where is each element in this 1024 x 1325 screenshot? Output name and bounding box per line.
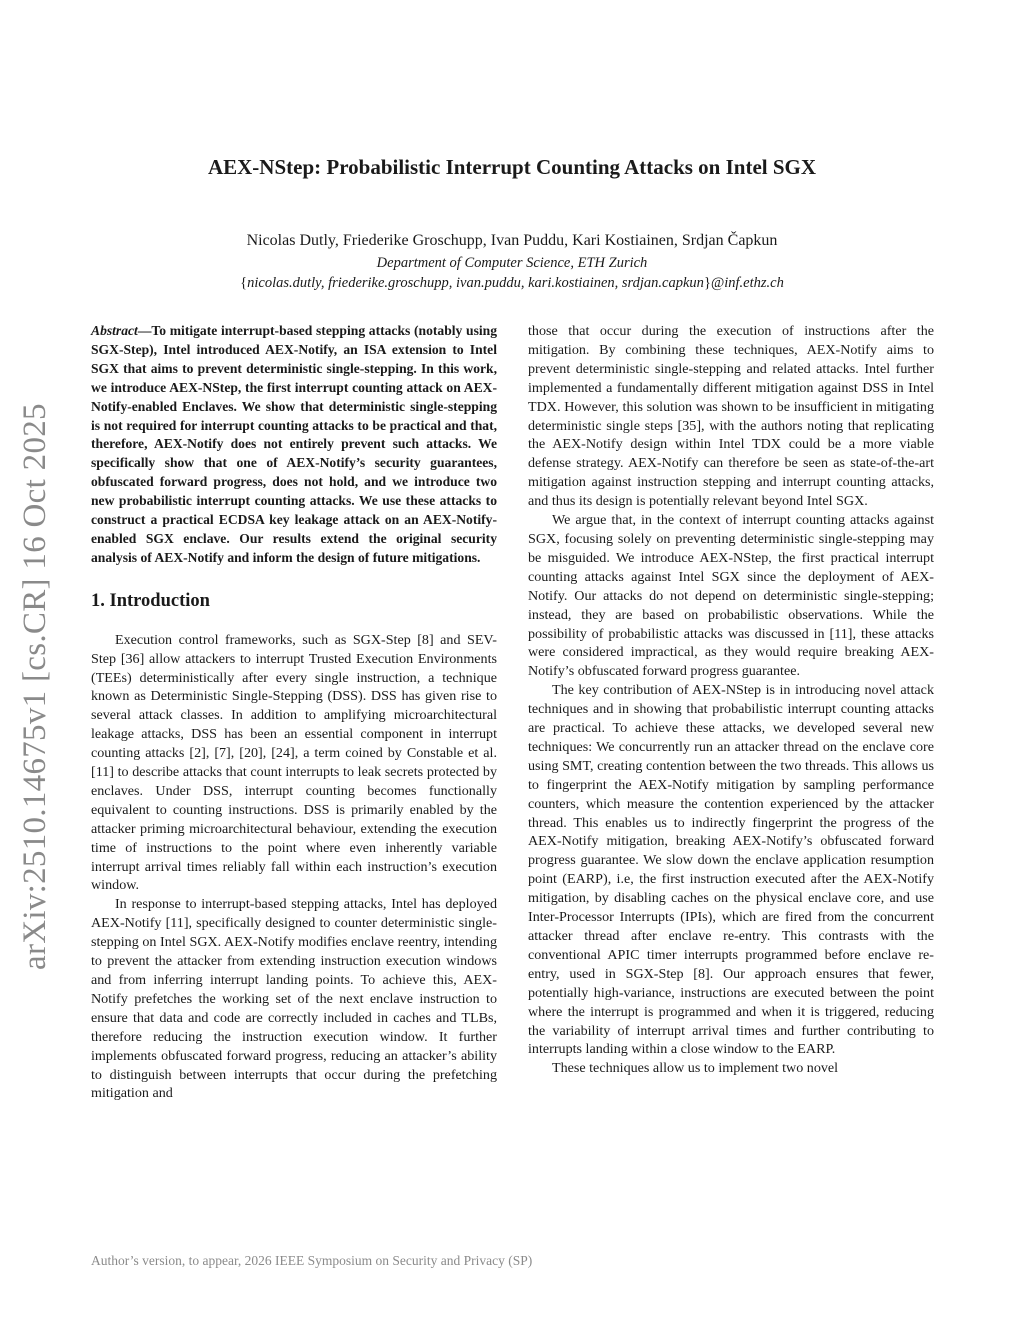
affiliation: Department of Computer Science, ETH Zurich: [376, 255, 648, 271]
email-names: nicolas.dutly, friederike.groschupp, ivan.puddu, kari.kostiainen, srdjan.capkun: [247, 275, 704, 291]
author-emails: [0, 275, 1024, 292]
intro-paragraph-3: those that occur during the execution of instructions after the mitigation. By combining these techniques, AEX-Notify aims to prevent deterministic single-stepping and related attacks. Intel further implemented a fundamentally different mitigation against DSS in Intel TDX. However, this solution was shown to be insufficient in mitigating deterministic single steps [35], with the authors noting that replicating the AEX-Notify design within Intel TDX could be a more viable defense strategy. AEX-Notify can therefore be seen as state-of-the-art mitigation against instruction stepping and interrupt counting attacks, and thus its design is potentially relevant beyond Intel SGX.: [528, 323, 934, 510]
intro-paragraph-4: We argue that, in the context of interrupt counting attacks against SGX, focusing solely on preventing deterministic single-stepping may be misguided. We introduce AEX-NStep, the first practical interrupt counting attacks against Intel SGX since the deployment of AEX-Notify. Our attacks do not depend on deterministic single-stepping; instead, they are based on probabilistic observations. While the possibility of probabilistic attacks was discussed in [11], these attacks were considered impractical, as they would require breaking AEX-Notify’s obfuscated forward progress guarantee.: [528, 512, 934, 680]
email-domain: @inf.ethz.ch: [710, 275, 784, 291]
author-list: Nicolas Dutly, Friederike Groschupp, Ivan Puddu, Kari Kostiainen, Srdjan Čapkun: [246, 232, 778, 249]
abstract-label: Abstract: [91, 323, 138, 338]
arxiv-identifier: arXiv:2510.14675v1 [cs.CR] 16 Oct 2025: [17, 403, 53, 970]
right-column: [528, 322, 934, 1078]
intro-paragraph-1: Execution control frameworks, such as SGX-Step [8] and SEV-Step [36] allow attackers to interrupt Trusted Execution Environments (TEEs) deterministically after every single instruction, a technique known as Deterministic Single-Stepping (DSS). DSS has given rise to several attack classes. In addition to amplifying microarchitectural leakage attacks, DSS has been an essential component in interrupt counting attacks [2], [7], [20], [24], a term coined by Constable et al. [11] to describe attacks that count interrupts to leak secrets protected by enclaves. Under DSS, interrupt counting becomes functionally equivalent to counting instructions. DSS is primarily enabled by the attacker priming microarchitectural behaviour, extending the execution time of instructions to the point where even inherently variable interrupt arrival times reliably fall within each instruction’s execution window.: [91, 631, 497, 894]
abstract-dash: —: [137, 323, 152, 338]
left-column: [91, 322, 497, 1103]
section-heading-introduction: 1. Introduction: [91, 590, 210, 611]
email-open-brace: {: [240, 275, 248, 291]
intro-paragraph-2: In response to interrupt-based stepping attacks, Intel has deployed AEX-Notify [11], specifically designed to counter deterministic single-stepping on Intel SGX. AEX-Notify modifies enclave reentry, intending to prevent the attacker from extending instruction execution windows and from inferring interrupt landing points. To achieve this, AEX-Notify prefetches the working set of the next enclave instruction to ensure that data and code are correctly included in caches and TLBs, therefore reducing the instruction execution window. It further implements obfuscated forward progress, reducing an attacker’s ability to distinguish between interrupts that occur during the prefetching mitigation and: [91, 896, 497, 1102]
page-footer: Author’s version, to appear, 2026 IEEE Symposium on Security and Privacy (SP): [91, 1253, 533, 1268]
email-close-brace: }: [703, 275, 711, 291]
paper-title: AEX-NStep: Probabilistic Interrupt Counting Attacks on Intel SGX: [207, 155, 817, 179]
abstract: [91, 322, 497, 568]
abstract-text: To mitigate interrupt-based stepping attacks (notably using SGX-Step), Intel introduced AEX-Notify, an ISA extension to Intel SGX that aims to prevent deterministic single-stepping. In this work, we introduce AEX-NStep, the first interrupt counting attack on AEX-Notify-enabled Enclaves. We show that deterministic single-stepping is not required for interrupt counting attacks to be practical and that, therefore, AEX-Notify does not entirely prevent such attacks. We specifically show that one of AEX-Notify’s security guarantees, obfuscated forward progress, does not hold, and we introduce two new probabilistic interrupt counting attacks. We use these attacks to construct a practical ECDSA key leakage attack on an AEX-Notify-enabled SGX enclave. Our results extend the original security analysis of AEX-Notify and inform the design of future mitigations.: [91, 323, 497, 565]
intro-paragraph-5: The key contribution of AEX-NStep is in introducing novel attack techniques and in showing that probabilistic interrupt counting attacks are practical. To achieve these attacks, we developed several new techniques: We concurrently run an attacker thread on the enclave core using SMT, creating contention between the two threads. This allows us to fingerprint the AEX-Notify mitigation by sampling performance counters, which measure the contention experienced by the attacker thread. This enables us to indirectly fingerprint the progress of the AEX-Notify mitigation, breaking AEX-Notify’s obfuscated forward progress guarantee. We slow down the enclave application resumption point (EARP), i.e, the first instruction executed after the AEX-Notify mitigation, by disabling caches on the physical enclave core, and use Inter-Processor Interrupts (IPIs), which are fired from the concurrent attacker thread after enclave re-entry. This contrasts with the conventional APIC timer interrupts programmed before enclave re-entry, used in SGX-Step [8]. Our approach ensures that fewer, potentially high-variance, instructions are executed between the point where the interrupt is programmed and when it is triggered, reducing the variability of interrupt arrival times and further contributing to interrupts landing within a close window to the EARP.: [528, 682, 934, 1058]
intro-paragraph-6: These techniques allow us to implement two novel: [551, 1060, 839, 1077]
